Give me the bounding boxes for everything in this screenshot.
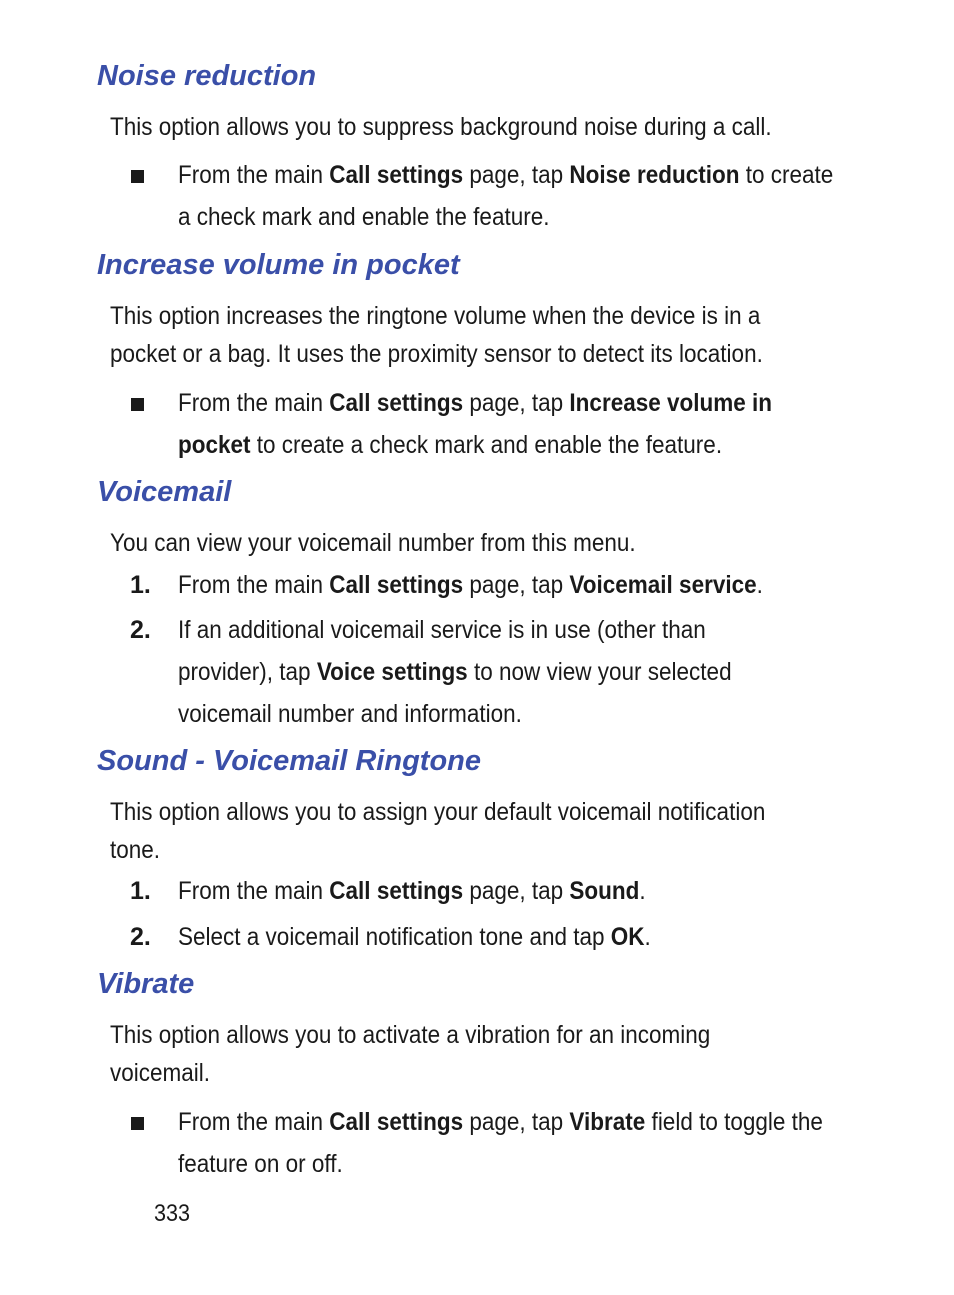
step-number: 2. <box>130 616 151 644</box>
bullet-text-line: From the main Call settings page, tap Noise reduction to create <box>178 161 834 189</box>
square-bullet-icon <box>131 398 144 411</box>
square-bullet-icon <box>131 1117 144 1130</box>
section-heading-noise-reduction: Noise reduction <box>97 60 317 92</box>
section-intro: This option allows you to suppress background noise during a call. <box>110 113 772 141</box>
section-heading-voicemail: Voicemail <box>97 476 232 508</box>
section-heading-increase-volume: Increase volume in pocket <box>97 249 460 281</box>
section-intro: You can view your voicemail number from this menu. <box>110 529 636 557</box>
section-heading-sound-voicemail-ringtone: Sound - Voicemail Ringtone <box>97 745 481 777</box>
section-heading-vibrate: Vibrate <box>97 968 195 1000</box>
section-intro: This option allows you to activate a vibration for an incoming <box>110 1021 711 1049</box>
step-number: 2. <box>130 923 151 951</box>
bullet-text-line: From the main Call settings page, tap Increase volume in <box>178 389 773 417</box>
step-text-line: voicemail number and information. <box>178 700 522 728</box>
step-text-line: From the main Call settings page, tap Voicemail service. <box>178 571 763 599</box>
section-intro: tone. <box>110 836 161 864</box>
section-intro: This option allows you to assign your default voicemail notification <box>110 798 766 826</box>
step-text-line: From the main Call settings page, tap Sound. <box>178 877 646 905</box>
step-text-line: Select a voicemail notification tone and tap OK. <box>178 923 651 951</box>
page-number: 333 <box>154 1200 191 1227</box>
section-intro: pocket or a bag. It uses the proximity sensor to detect its location. <box>110 340 763 368</box>
section-intro: voicemail. <box>110 1059 211 1087</box>
step-number: 1. <box>130 571 151 599</box>
section-intro: This option increases the ringtone volume when the device is in a <box>110 302 761 330</box>
bullet-text-line: pocket to create a check mark and enable the feature. <box>178 431 723 459</box>
step-number: 1. <box>130 877 151 905</box>
bullet-text-line: feature on or off. <box>178 1150 343 1178</box>
square-bullet-icon <box>131 170 144 183</box>
bullet-text-line: a check mark and enable the feature. <box>178 203 550 231</box>
bullet-text-line: From the main Call settings page, tap Vibrate field to toggle the <box>178 1108 823 1136</box>
step-text-line: provider), tap Voice settings to now view your selected <box>178 658 732 686</box>
step-text-line: If an additional voicemail service is in use (other than <box>178 616 706 644</box>
